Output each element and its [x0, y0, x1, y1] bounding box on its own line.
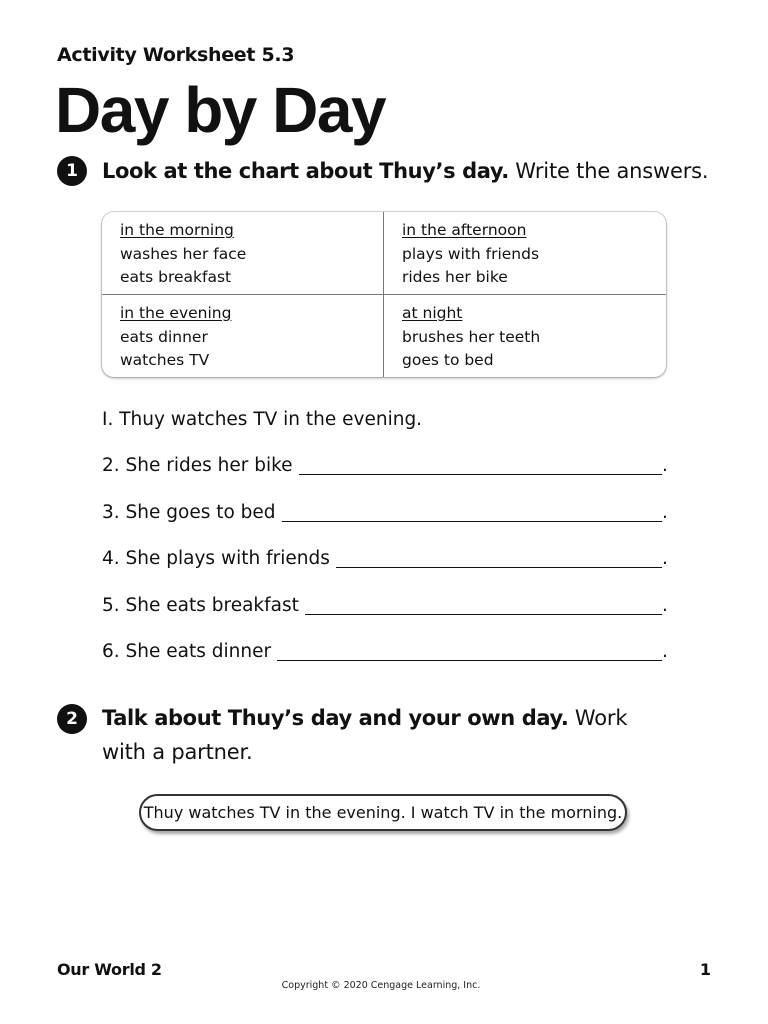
answer-blank-line[interactable]: [305, 590, 662, 615]
answer-blank-line[interactable]: [282, 497, 662, 522]
chart-item: washes her face: [120, 244, 247, 263]
answer-period: .: [662, 548, 668, 570]
chart-heading: in the morning: [120, 221, 234, 239]
section-1-instruction-bold: Look at the chart about Thuy’s day.: [102, 159, 509, 183]
speech-bubble: [139, 794, 627, 831]
chart-item: plays with friends: [402, 244, 540, 263]
chart-heading: in the afternoon: [402, 221, 527, 239]
worksheet-label: Activity Worksheet 5.3: [57, 44, 295, 66]
chart-cell-morning: [102, 212, 384, 295]
answer-period: .: [662, 594, 668, 616]
copyright-notice: Copyright © 2020 Cengage Learning, Inc.: [281, 980, 481, 991]
daily-routine-chart: [102, 212, 666, 377]
answer-prompt: 4. She plays with friends: [102, 548, 330, 570]
section-2-number-badge: 2: [57, 704, 87, 734]
answer-example-text: I. Thuy watches TV in the evening.: [102, 409, 423, 430]
section-1-instruction-normal: Write the answers.: [508, 159, 709, 183]
section-2-instruction-normal: Work with a partner.: [102, 706, 628, 764]
chart-item: rides her bike: [402, 268, 508, 286]
answer-blank-line[interactable]: [336, 543, 662, 568]
answer-period: .: [662, 455, 668, 477]
answer-item-3: [102, 497, 668, 543]
answer-prompt: 5. She eats breakfast: [102, 594, 299, 616]
book-title: Our World 2: [57, 960, 162, 979]
chart-item: watches TV: [120, 351, 210, 369]
speech-bubble-text: Thuy watches TV in the evening. I watch TV in the morning.: [143, 803, 623, 822]
answer-item-4: [102, 543, 668, 589]
section-2-instruction: [102, 701, 672, 769]
chart-cell-evening: [102, 295, 384, 377]
answer-prompt: 6. She eats dinner: [102, 640, 272, 662]
answer-period: .: [662, 501, 668, 523]
chart-cell-night: [384, 295, 666, 377]
page-number: 1: [699, 960, 711, 979]
answer-example: [102, 404, 668, 450]
section-1-instruction: [102, 154, 708, 188]
answer-item-6: [102, 636, 668, 682]
section-1-number-badge: 1: [57, 156, 87, 186]
answer-blank-line[interactable]: [277, 636, 662, 661]
answer-item-5: [102, 590, 668, 636]
chart-item: brushes her teeth: [402, 327, 541, 346]
chart-heading: at night: [402, 304, 463, 322]
chart-heading: in the evening: [120, 304, 232, 322]
page-title: Day by Day: [55, 74, 386, 146]
answer-list: [102, 404, 668, 682]
section-2-instruction-bold: Talk about Thuy’s day and your own day.: [102, 706, 569, 730]
chart-item: eats breakfast: [120, 268, 232, 286]
section-2-heading: [57, 704, 677, 769]
answer-prompt: 3. She goes to bed: [102, 501, 276, 523]
answer-item-2: [102, 450, 668, 496]
chart-item: goes to bed: [402, 351, 494, 369]
chart-item: eats dinner: [120, 327, 208, 346]
chart-cell-afternoon: [384, 212, 666, 295]
section-1-heading: [57, 156, 708, 188]
answer-prompt: 2. She rides her bike: [102, 455, 293, 477]
answer-period: .: [662, 640, 668, 662]
answer-blank-line[interactable]: [299, 450, 662, 475]
